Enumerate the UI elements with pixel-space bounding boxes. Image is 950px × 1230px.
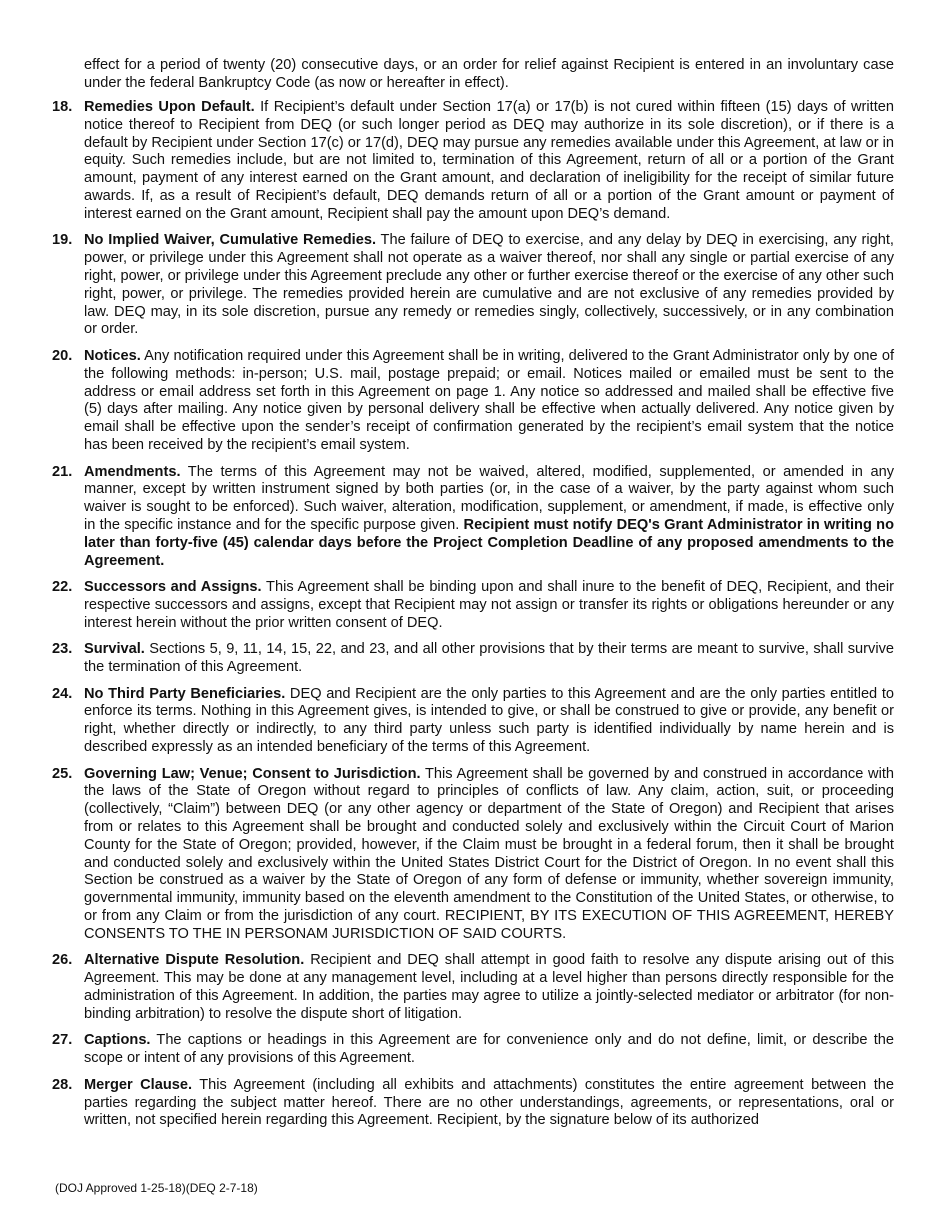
section-text: This Agreement shall be governed by and construed in accordance with the laws of the State of Oregon without regard to principles of conflicts of law. Any claim, action, suit, or proceeding (collectively, “Claim”) between DEQ (or any other agency or department of the State of Oregon) and Recipient that arises from or relates to this Agreement shall be brought and conducted solely and exclusively within the Circuit Court of Marion County for the State of Oregon; provided, however, if the Claim must be brought in a federal forum, then it shall be brought and conducted solely and exclusively within the United States District Court for the District of Oregon. In no event shall this Section be construed as a waiver by the State of Oregon of any form of defense or immunity, whether sovereign immunity, governmental immunity, immunity based on the eleventh amendment to the Constitution of the United States, or otherwise, to or from any Claim or from the jurisdiction of any court. RECIPIENT, BY ITS EXECUTION OF THIS AGREEMENT, HEREBY CONSENTS TO THE IN PERSONAM JURISDICTION OF SAID COURTS.: [84, 765, 894, 942]
section-text: This Agreement shall be binding upon and shall inure to the benefit of DEQ, Recipient, and their respective successors and assigns, except that Recipient may not assign or transfer its rights or obligations hereunder or any interest herein without the prior written consent of DEQ.: [84, 579, 895, 631]
section-number: 20.: [52, 347, 73, 364]
section-18: [0, 99, 950, 224]
section-body: [84, 1032, 894, 1068]
section-number: 28.: [52, 1076, 73, 1093]
section-25: [0, 766, 950, 944]
section-20: [0, 348, 950, 455]
section-number: 27.: [52, 1032, 73, 1049]
section-number: 26.: [52, 952, 73, 969]
section-heading: No Third Party Beneficiaries.: [84, 685, 286, 702]
section-21: [0, 464, 950, 571]
section-heading: Survival.: [84, 641, 145, 658]
section-19: [0, 232, 950, 339]
section-heading: No Implied Waiver, Cumulative Remedies.: [84, 232, 376, 249]
section-number: 23.: [52, 641, 73, 658]
section-heading: Successors and Assigns.: [84, 579, 262, 596]
section-emphasis: Recipient must notify DEQ's Grant Administrator in writing no later than forty-five (45) calendar days before the Project Completion Deadline of any proposed amendments to the Agreement.: [84, 516, 894, 569]
section-body: [84, 348, 894, 455]
section-number: 25.: [52, 765, 73, 782]
section-28: [0, 1077, 950, 1130]
section-text: The failure of DEQ to exercise, and any delay by DEQ in exercising, any right, power, or privilege under this Agreement shall not operate as a waiver thereof, nor shall any single or partial exercise of any right, power, or privilege under this Agreement preclude any other or further exercise thereof or the exercise of any other such right, power, or privilege. The remedies provided herein are cumulative and are not exclusive of any remedies provided by law. DEQ may, in its sole discretion, pursue any remedy or remedies singly, collectively, successively, or in any combination or order.: [84, 232, 894, 338]
sections-list: [0, 99, 950, 1139]
section-heading: Notices.: [84, 347, 141, 364]
section-text: DEQ and Recipient are the only parties to this Agreement and are the only parties entitled to enforce its terms. Nothing in this Agreement gives, is intended to give, or shall be construed to give or provide, any benefit or right, whether directly or indirectly, to any third party unless such party is identified individually by name herein and is described expressly as an intended beneficiary of the terms of this Agreement.: [84, 685, 894, 756]
section-23: [0, 641, 950, 677]
section-heading: Remedies Upon Default.: [84, 99, 255, 115]
section-body: [84, 641, 894, 677]
section-body: [84, 952, 894, 1023]
section-22: [0, 579, 950, 632]
section-text: Recipient and DEQ shall attempt in good faith to resolve any dispute arising out of this Agreement. This may be done at any management level, including at a level higher than persons directly responsible for the administration of this Agreement. In addition, the parties may agree to utilize a jointly-selected mediator or arbitrator (for non-binding arbitration) to resolve the dispute short of litigation.: [84, 952, 894, 1022]
section-text: This Agreement (including all exhibits and attachments) constitutes the entire agreement between the parties regarding the subject matter hereof. There are no other understandings, agreements, or representations, oral or written, not specified herein regarding this Agreement. Recipient, by the signature below of its authorized: [84, 1076, 894, 1129]
section-text: The terms of this Agreement may not be waived, altered, modified, supplemented, or amended in any manner, except by written instrument signed by both parties (or, in the case of a waiver, by the party against whom such waiver is sought to be enforced). Such waiver, alteration, modification, supplement, or amendment, if made, is effective only in the specific instance and for the specific purpose given.: [84, 463, 894, 533]
section-heading: Captions.: [84, 1032, 151, 1049]
section-heading: Governing Law; Venue; Consent to Jurisdiction.: [84, 765, 421, 782]
section-body: [84, 686, 894, 757]
section-number: 19.: [52, 232, 73, 249]
page-footer: (DOJ Approved 1-25-18)(DEQ 2-7-18): [55, 1181, 258, 1195]
section-24: [0, 686, 950, 757]
section-26: [0, 952, 950, 1023]
section-text: If Recipient’s default under Section 17(a) or 17(b) is not cured within fifteen (15) days of written notice thereof to Recipient from DEQ (or such longer period as DEQ may authorize in its sole discretion), or if there is a default by Recipient under Section 17(c) or 17(d), DEQ may pursue any remedies available under this Agreement, at law or in equity. Such remedies include, but are not limited to, termination of this Agreement, return of all or a portion of the Grant amount, payment of any interest earned on the Grant amount, and declaration of ineligibility for the receipt of similar future awards. If, as a result of Recipient’s default, DEQ demands return of all or a portion of the Grant amount or payment of interest earned on the Grant amount, Recipient shall pay the amount upon DEQ’s demand.: [84, 99, 894, 222]
section-27: [0, 1032, 950, 1068]
continued-paragraph: effect for a period of twenty (20) consecutive days, or an order for relief against Recipient is entered in an involuntary case under the federal Bankruptcy Code (as now or hereafter in effect).: [84, 57, 894, 91]
section-body: [84, 99, 894, 224]
section-number: 18.: [52, 99, 73, 115]
section-body: [84, 579, 894, 632]
section-heading: Merger Clause.: [84, 1076, 193, 1093]
section-heading: Amendments.: [84, 463, 181, 480]
section-text: The captions or headings in this Agreement are for convenience only and do not define, limit, or describe the scope or intent of any provisions of this Agreement.: [84, 1032, 894, 1067]
section-text: Any notification required under this Agreement shall be in writing, delivered to the Grant Administrator only by one of the following methods: in-person; U.S. mail, postage prepaid; or email. Notices mailed or emailed must be sent to the address or email address set forth in this Agreement on page 1. Any notice so addressed and mailed shall be effective five (5) days after mailing. Any notice given by personal delivery shall be effective when actually delivered. Any notice given by email shall be effective upon the sender’s receipt of confirmation generated by the recipient’s email system that the notice has been received by the recipient’s email system.: [84, 347, 894, 453]
section-body: [84, 766, 894, 944]
section-number: 21.: [52, 463, 73, 480]
section-body: [84, 1077, 894, 1130]
section-body: [84, 232, 894, 339]
section-number: 22.: [52, 579, 73, 596]
section-heading: Alternative Dispute Resolution.: [84, 952, 305, 969]
section-number: 24.: [52, 685, 73, 702]
section-body: [84, 464, 894, 571]
section-text: Sections 5, 9, 11, 14, 15, 22, and 23, and all other provisions that by their terms are meant to survive, shall survive the termination of this Agreement.: [84, 641, 894, 676]
